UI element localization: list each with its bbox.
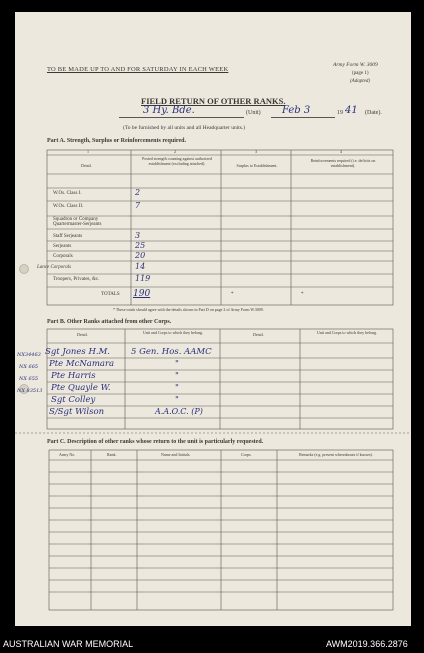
entry-name: Pte McNamara (49, 359, 115, 369)
row-label-lance-corporals: Lance Corporals (37, 265, 72, 270)
part-a-col-number-2: 2 (174, 149, 176, 154)
footer-credit: AUSTRALIAN WAR MEMORIAL (3, 639, 134, 649)
part-c-col-header-corps: Corps. (241, 452, 252, 457)
entry-corps: A.A.O.C. (P) (155, 407, 203, 416)
weekly-notice: TO BE MADE UP TO AND FOR SATURDAY IN EACH WEEK (47, 66, 229, 73)
row-value-wo-class-1: 2 (135, 188, 141, 197)
totals-mark-reinforcements: * (301, 292, 304, 297)
row-label-wo-class-2: W.Os. Class II. (53, 204, 84, 209)
year-value: 41 (345, 105, 358, 116)
part-c-col-header-name: Name and Initials. (161, 452, 191, 457)
part-a-heading: Part A. Strength, Surplus or Reinforcements required. (47, 138, 186, 144)
footer-accession-number: AWM2019.366.2876 (326, 639, 408, 649)
entry-corps: " (175, 359, 179, 369)
part-c-col-header-remarks: Remarks (e.g. present whereabouts if known). (299, 452, 373, 457)
entry-name: Sgt Colley (51, 395, 96, 405)
unit-value: 3 Hy. Bde. (143, 105, 195, 116)
row-value-serjeants: 25 (135, 241, 146, 250)
totals-label: TOTALS (101, 292, 120, 297)
row-label-serjeants: Serjeants (53, 244, 72, 249)
row-value-troopers: 119 (135, 274, 151, 283)
unit-label: (Unit) (246, 110, 261, 116)
part-b-col-header-detail: Detail. (77, 332, 88, 337)
row-label-corporals: Corporals (53, 254, 73, 259)
part-a-col-number-1: 1 (87, 149, 89, 154)
part-a-col-header-detail: Detail. (81, 163, 92, 168)
document-page (15, 12, 411, 626)
form-page: (page 1) (352, 71, 369, 76)
entry-name: Sgt Jones H.M. (45, 347, 110, 357)
entry-name: S/Sgt Wilson (49, 407, 105, 417)
part-b-col-header-corps-2: Unit and Corps to which they belong. (316, 330, 378, 335)
part-b-heading: Part B. Other Ranks attached from other Corps. (47, 319, 172, 325)
entry-corps: 5 Gen. Hos. AAMC (131, 347, 212, 357)
row-label-wo-class-1: W.Os. Class I. (53, 191, 82, 196)
form-adapted: (Adapted) (350, 79, 370, 84)
part-b-col-header-detail-2: Detail. (253, 332, 264, 337)
part-a-footnote: * These totals should agree with the details shown in Part D on page 2 of Army Form W.3009. (113, 307, 264, 312)
part-c-col-header-army-no: Army No. (59, 452, 76, 457)
row-label-staff-serjeants: Staff Serjeants (53, 234, 83, 239)
row-label-cqms: Squadron or Company Quartermaster-Serjeants (53, 217, 102, 227)
part-a-col-number-3: 3 (255, 149, 257, 154)
entry-army-number: NX 655 (19, 376, 39, 382)
row-value-lance-corporals: 14 (135, 262, 146, 271)
part-a-col-header-posted: Posted strength counting against authorized establishment (excluding attached). (142, 156, 212, 166)
document-title: FIELD RETURN OF OTHER RANKS. (141, 96, 286, 106)
part-a-col-header-surplus: Surplus to Establishment. (236, 163, 278, 168)
totals-mark-surplus: * (231, 292, 234, 297)
entry-army-number: NX 83513 (17, 388, 43, 394)
year-prefix: 19 (337, 110, 343, 116)
part-c-grid (15, 12, 411, 626)
entry-corps: " (175, 383, 179, 393)
entry-corps: " (175, 395, 179, 405)
entry-army-number: NX 665 (19, 364, 39, 370)
row-value-wo-class-2: 7 (135, 201, 141, 210)
totals-value: 190 (133, 289, 151, 299)
entry-name: Pte Harris (51, 371, 96, 381)
form-number: Army Form W. 3009 (333, 62, 378, 68)
document-subtitle: (To be furnished by all units and all Headquarter units.) (123, 125, 246, 131)
entry-corps: " (175, 371, 179, 381)
entry-army-number: NX34463 (17, 352, 41, 358)
part-a-col-number-4: 4 (340, 149, 342, 154)
part-c-heading: Part C. Description of other ranks whose return to the unit is particularly requested. (47, 439, 264, 445)
date-label: (Date). (365, 110, 382, 116)
entry-name: Pte Quayle W. (51, 383, 111, 393)
date-value: Feb 3 (282, 105, 311, 116)
part-b-col-header-corps: Unit and Corps to which they belong. (142, 330, 204, 335)
part-c-col-header-rank: Rank. (107, 452, 117, 457)
row-label-troopers: Troopers, Privates, &c. (53, 277, 100, 282)
row-value-corporals: 20 (135, 251, 146, 260)
row-value-staff-serjeants: 3 (135, 231, 141, 240)
part-a-col-header-reinforcements: Reinforcements required (i.e. deficits on establishment). (310, 158, 376, 168)
